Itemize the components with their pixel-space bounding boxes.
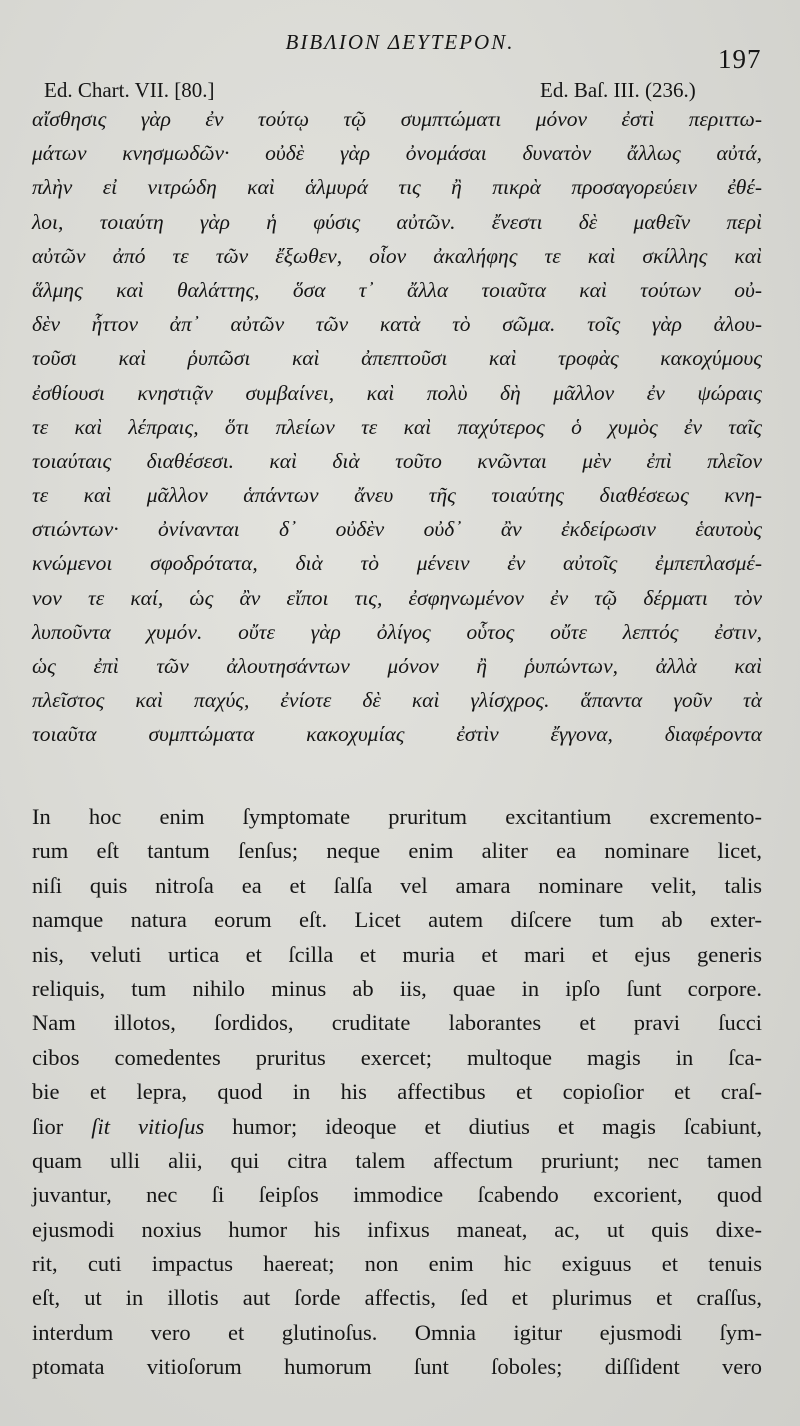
latin-line: Nam illotos, ſordidos, cruditate laborantes et pravi ſucci: [32, 1010, 762, 1036]
latin-line-suffix: humor; ideoque et diutius et magis ſcabiunt,: [232, 1113, 762, 1139]
latin-italic-phrase: ſit vitioſus: [91, 1113, 205, 1139]
greek-line: ὡς ἐπὶ τῶν ἀλουτησάντων μόνον ἢ ῥυπώντων, ἀλλὰ καὶ: [32, 654, 762, 678]
greek-line: ἐσθίουσι κνηστιᾷν συμβαίνει, καὶ πολὺ δὴ μᾶλλον ἐν ψώραις: [32, 380, 762, 405]
greek-line: δὲν ἧττον ἀπ᾽ αὐτῶν τῶν κατὰ τὸ σῶμα. τοῖς γὰρ ἀλου-: [32, 312, 762, 337]
greek-line: τοιαῦτα συμπτώματα κακοχυμίας ἐστὶν ἔγγονα, διαφέροντα: [32, 722, 762, 747]
latin-translation-block: [32, 800, 762, 1385]
latin-line: eſt, ut in illotis aut ſorde affectis, ſed et plurimus et craſſus,: [32, 1285, 762, 1311]
latin-line: ejusmodi noxius humor his infixus maneat, ac, ut quis dixe-: [32, 1216, 762, 1242]
greek-line: πλεῖστος καὶ παχύς, ἐνίοτε δὲ καὶ γλίσχρος. ἅπαντα γοῦν τὰ: [32, 688, 762, 713]
latin-line: rit, cuti impactus haereat; non enim hic exiguus et tenuis: [32, 1251, 762, 1277]
latin-line-with-italic: [32, 1110, 762, 1144]
greek-line: κνώμενοι σφοδρότατα, διὰ τὸ μένειν ἐν αὐτοῖς ἐμπεπλασμέ-: [32, 551, 762, 576]
greek-line: νον τε καί, ὡς ἂν εἴποι τις, ἐσφηνωμένον ἐν τῷ δέρματι τὸν: [32, 585, 762, 610]
page-number: 197: [718, 44, 762, 74]
latin-line: quam ulli alii, qui citra talem affectum pruriunt; nec tamen: [32, 1147, 762, 1173]
greek-text-block: [32, 102, 762, 752]
latin-line-prefix: ſior: [32, 1113, 92, 1139]
greek-line: λοι, τοιαύτη γὰρ ἡ φύσις αὐτῶν. ἔνεστι δὲ μαθεῖν περὶ: [32, 209, 762, 234]
latin-line: niſi quis nitroſa ea et ſalſa vel amara nominare velit, talis: [32, 872, 762, 898]
latin-line: cibos comedentes pruritus exercet; multoque magis in ſca-: [32, 1044, 762, 1070]
latin-line: juvantur, nec ſi ſeipſos immodice ſcabendo excorient, quod: [32, 1182, 762, 1208]
latin-line: In hoc enim ſymptomate pruritum excitantium excremento-: [32, 804, 762, 829]
greek-line: αἴσθησις γὰρ ἐν τούτῳ τῷ συμπτώματι μόνον ἐστὶ περιττω-: [32, 107, 762, 131]
greek-line: αὐτῶν ἀπό τε τῶν ἔξωθεν, οἷον ἀκαλήφης τε καὶ σκίλλης καὶ: [32, 243, 762, 268]
running-head: ΒΙΒΛΙΟΝ ΔΕΥΤΕΡΟΝ.: [285, 30, 515, 54]
latin-line: nis, veluti urtica et ſcilla et muria et mari et ejus generis: [32, 941, 762, 967]
latin-line: bie et lepra, quod in his affectibus et copioſior et craſ-: [32, 1079, 762, 1105]
greek-line: τε καὶ λέπραις, ὅτι πλείων τε καὶ παχύτερος ὁ χυμὸς ἐν ταῖς: [32, 414, 762, 439]
latin-line: reliquis, tum nihilo minus ab iis, quae in ipſo ſunt corpore.: [32, 975, 762, 1001]
greek-line: στιώντων· ὀνίνανται δ᾽ οὐδὲν οὐδ᾽ ἂν ἐκδείρωσιν ἑαυτοὺς: [32, 517, 762, 542]
latin-line: rum eſt tantum ſenſus; neque enim aliter ea nominare licet,: [32, 838, 762, 864]
greek-line: λυποῦντα χυμόν. οὔτε γὰρ ὀλίγος οὗτος οὔτε λεπτός ἐστιν,: [32, 619, 762, 644]
greek-line: τοιαύταις διαθέσεσι. καὶ διὰ τοῦτο κνῶνται μὲν ἐπὶ πλεῖον: [32, 448, 762, 473]
greek-line: ἅλμης καὶ θαλάττης, ὅσα τ᾽ ἄλλα τοιαῦτα καὶ τούτων οὐ-: [32, 277, 762, 302]
edition-reference-left: Ed. Chart. VII. [80.]: [44, 78, 215, 102]
greek-line: τε καὶ μᾶλλον ἁπάντων ἄνευ τῆς τοιαύτης διαθέσεως κνη-: [32, 483, 762, 508]
latin-line: interdum vero et glutinoſus. Omnia igitur ejusmodi ſym-: [32, 1319, 762, 1345]
latin-line: ptomata vitioſorum humorum ſunt ſoboles; diſſident vero: [32, 1354, 762, 1380]
greek-line: τοῦσι καὶ ῥυπῶσι καὶ ἀπεπτοῦσι καὶ τροφὰς κακοχύμους: [32, 346, 762, 371]
greek-line: μάτων κνησμωδῶν· οὐδὲ γὰρ ὀνομάσαι δυνατὸν ἄλλως αὐτά,: [32, 141, 762, 166]
greek-line: πλὴν εἰ νιτρώδη καὶ ἁλμυρά τις ἢ πικρὰ προσαγορεύειν ἐθέ-: [32, 175, 762, 200]
latin-line: namque natura eorum eſt. Licet autem diſcere tum ab exter-: [32, 907, 762, 933]
edition-reference-right: Ed. Baſ. III. (236.): [540, 78, 696, 102]
